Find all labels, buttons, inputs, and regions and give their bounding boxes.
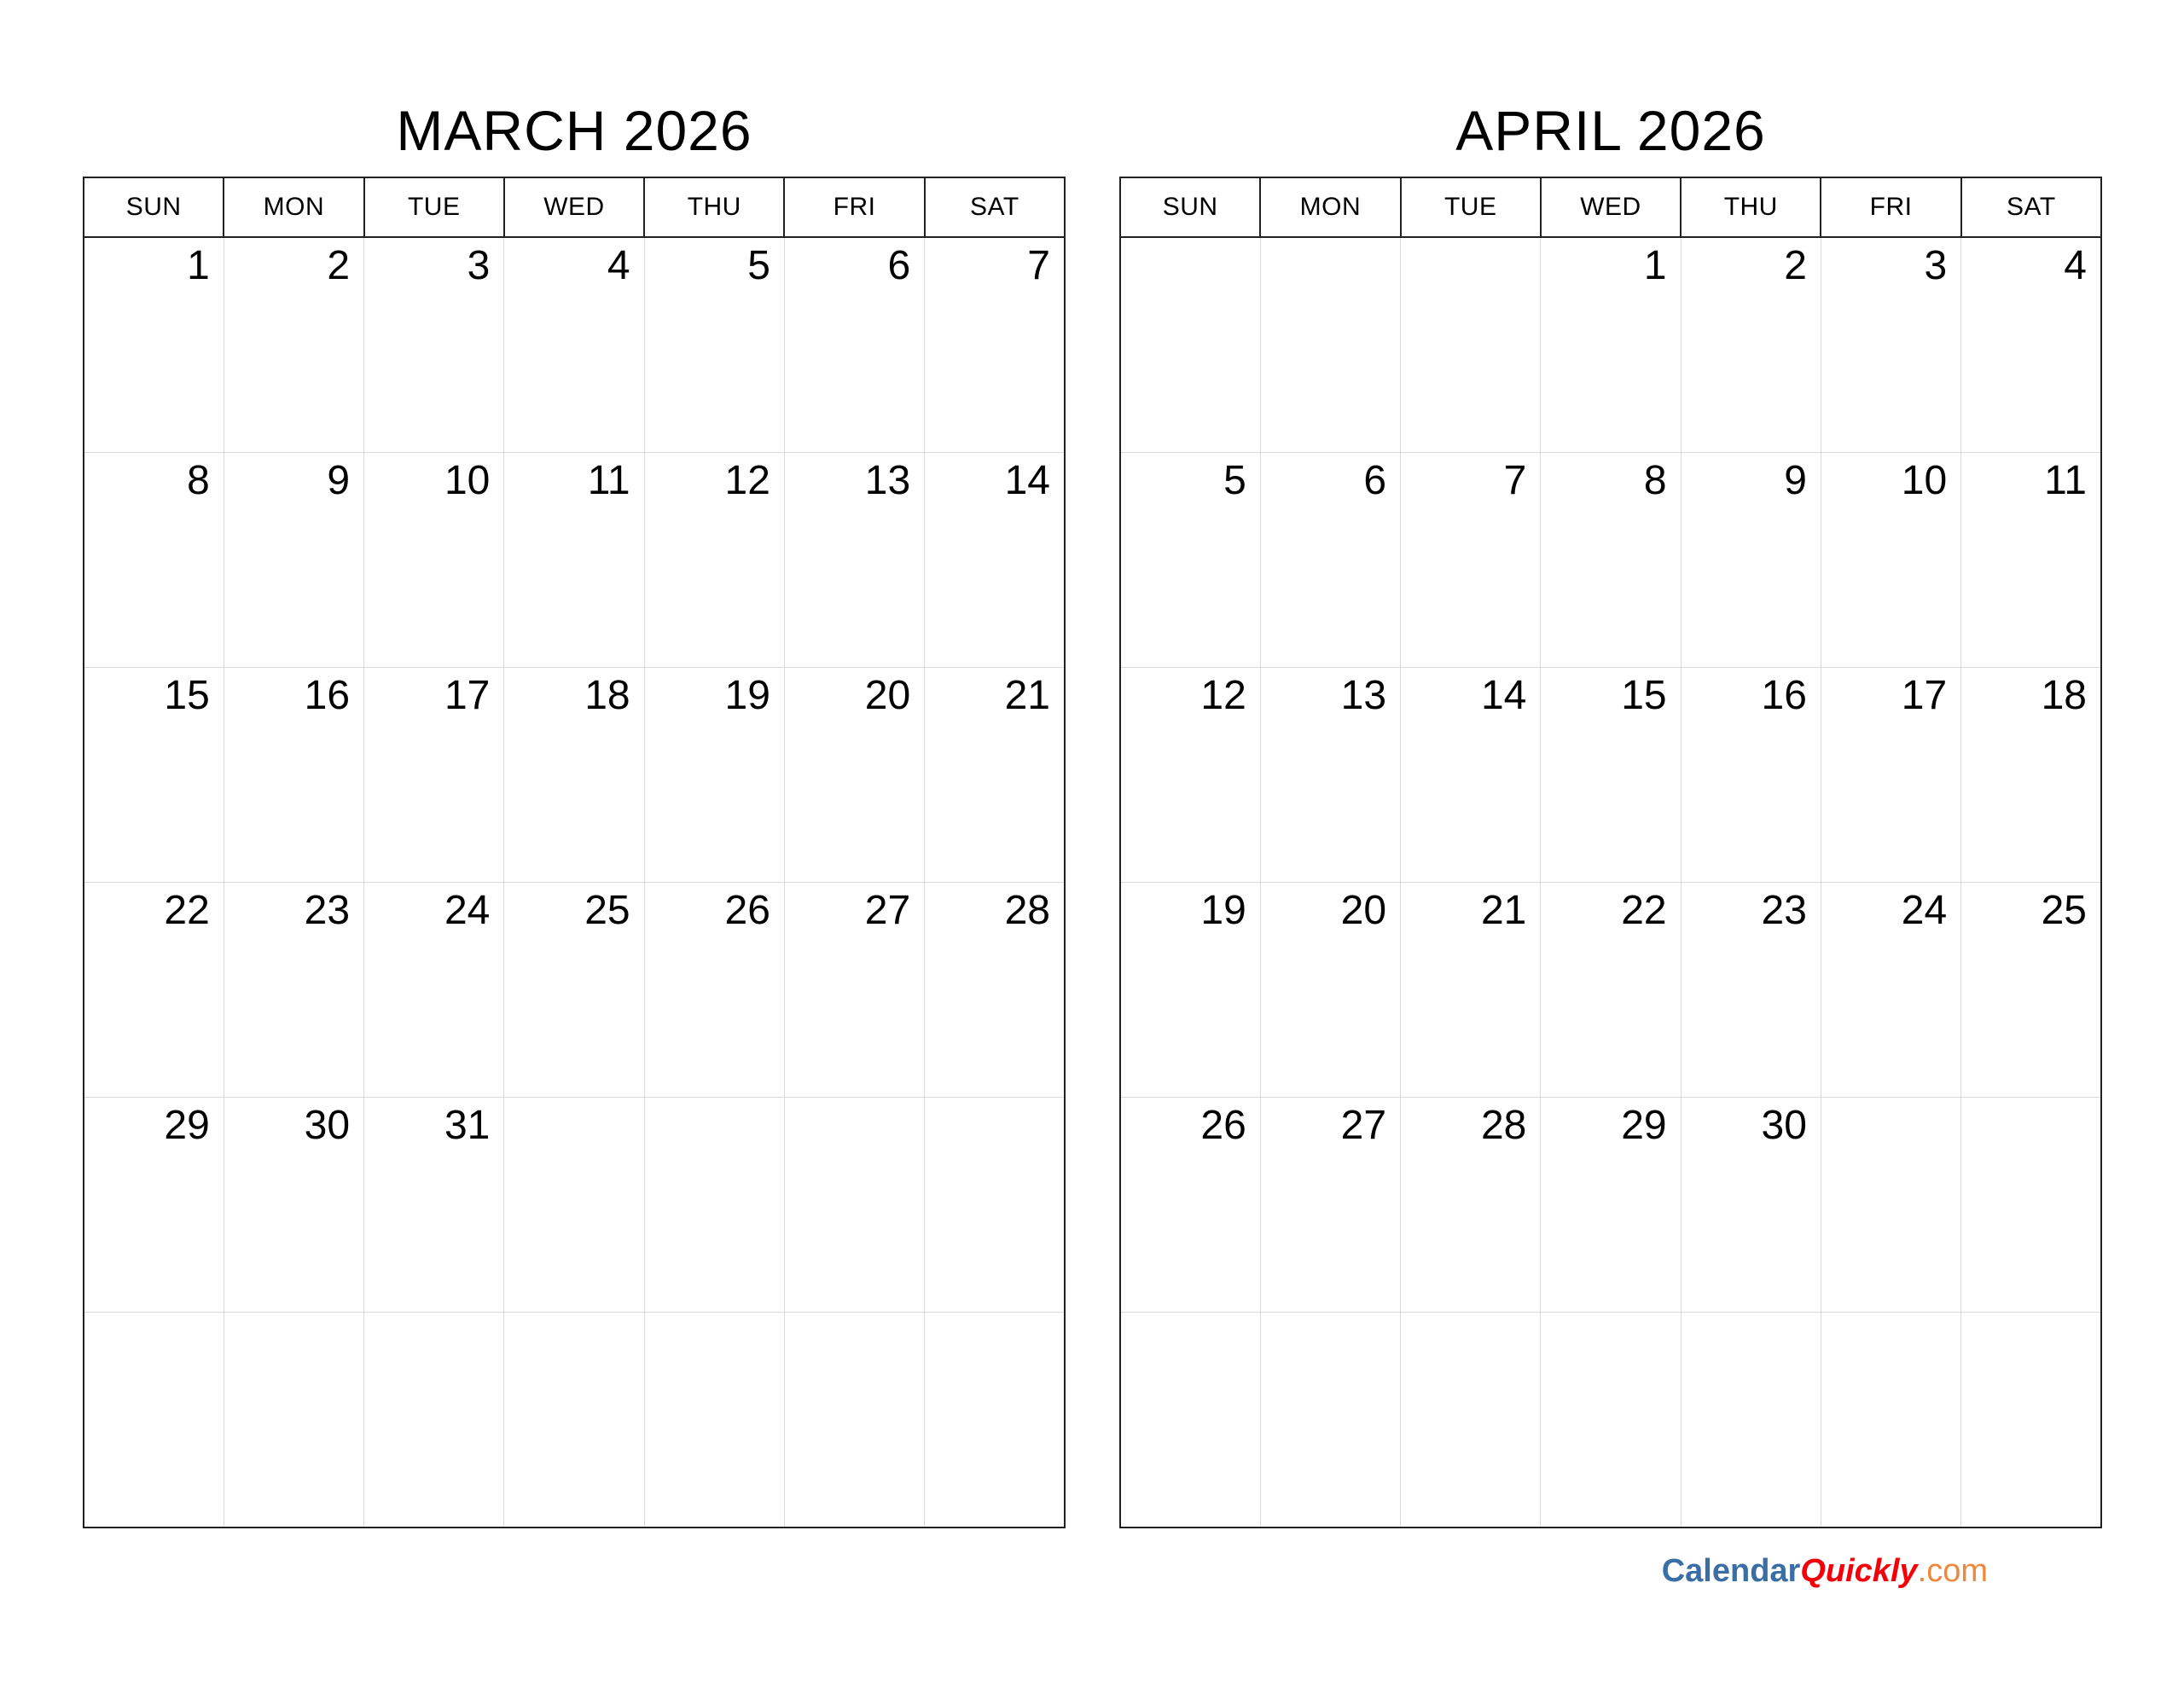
day-cell-empty [925, 1313, 1065, 1528]
day-header-sat: SAT [1961, 177, 2101, 237]
day-cell-empty [1120, 237, 1260, 453]
week-row [84, 1313, 1065, 1528]
day-cell-12: 12 [1120, 668, 1260, 883]
day-cell-24: 24 [364, 883, 504, 1098]
calendar-title-march: MARCH 2026 [396, 99, 752, 162]
day-cell-9: 9 [224, 453, 363, 668]
day-cell-empty [1961, 1098, 2101, 1313]
day-cell-10: 10 [1821, 453, 1960, 668]
day-cell-empty [504, 1313, 644, 1528]
day-cell-6: 6 [784, 237, 924, 453]
day-cell-19: 19 [1120, 883, 1260, 1098]
day-cell-empty [784, 1098, 924, 1313]
day-cell-27: 27 [1260, 1098, 1400, 1313]
day-cell-empty [925, 1098, 1065, 1313]
day-header-wed: WED [504, 177, 644, 237]
week-row [1120, 883, 2101, 1098]
calendar-grid-april [1119, 177, 2102, 1528]
day-cell-empty [784, 1313, 924, 1528]
week-row [1120, 453, 2101, 668]
day-cell-empty [1120, 1313, 1260, 1528]
day-cell-25: 25 [1961, 883, 2101, 1098]
day-cell-14: 14 [1401, 668, 1541, 883]
day-cell-30: 30 [1681, 1098, 1821, 1313]
day-cell-empty [1260, 237, 1400, 453]
logo-calendar-text: Calendar [1661, 1553, 1801, 1589]
day-header-fri: FRI [784, 177, 924, 237]
day-header-sun: SUN [84, 177, 224, 237]
day-cell-2: 2 [224, 237, 363, 453]
day-cell-7: 7 [1401, 453, 1541, 668]
day-cell-15: 15 [84, 668, 224, 883]
day-cell-17: 17 [1821, 668, 1960, 883]
week-row [84, 453, 1065, 668]
week-row [1120, 1098, 2101, 1313]
day-cell-20: 20 [784, 668, 924, 883]
day-cell-13: 13 [1260, 668, 1400, 883]
week-row [84, 1098, 1065, 1313]
day-cell-29: 29 [84, 1098, 224, 1313]
day-header-tue: TUE [1401, 177, 1541, 237]
day-cell-3: 3 [1821, 237, 1960, 453]
week-row [84, 668, 1065, 883]
week-row [1120, 668, 2101, 883]
day-cell-23: 23 [224, 883, 363, 1098]
day-header-wed: WED [1541, 177, 1681, 237]
day-header-row [84, 177, 1065, 237]
week-row [84, 237, 1065, 453]
logo-domain-text: .com [1917, 1553, 1988, 1589]
day-cell-empty [1401, 237, 1541, 453]
day-cell-empty [84, 1313, 224, 1528]
day-cell-12: 12 [644, 453, 784, 668]
day-cell-1: 1 [84, 237, 224, 453]
day-cell-7: 7 [925, 237, 1065, 453]
day-cell-26: 26 [644, 883, 784, 1098]
day-cell-empty [1961, 1313, 2101, 1528]
day-cell-23: 23 [1681, 883, 1821, 1098]
day-cell-9: 9 [1681, 453, 1821, 668]
day-cell-19: 19 [644, 668, 784, 883]
day-cell-18: 18 [1961, 668, 2101, 883]
day-cell-4: 4 [504, 237, 644, 453]
day-cell-6: 6 [1260, 453, 1400, 668]
calendar-april [1119, 85, 2102, 1528]
day-cell-2: 2 [1681, 237, 1821, 453]
logo-quickly-text: Quickly [1800, 1553, 1918, 1589]
day-cell-10: 10 [364, 453, 504, 668]
day-header-mon: MON [1260, 177, 1400, 237]
day-cell-5: 5 [1120, 453, 1260, 668]
day-cell-4: 4 [1961, 237, 2101, 453]
day-cell-22: 22 [1541, 883, 1681, 1098]
day-cell-17: 17 [364, 668, 504, 883]
day-cell-21: 21 [1401, 883, 1541, 1098]
day-cell-27: 27 [784, 883, 924, 1098]
day-cell-28: 28 [1401, 1098, 1541, 1313]
day-cell-11: 11 [504, 453, 644, 668]
day-cell-16: 16 [1681, 668, 1821, 883]
week-row [84, 883, 1065, 1098]
day-cell-15: 15 [1541, 668, 1681, 883]
day-cell-31: 31 [364, 1098, 504, 1313]
day-cell-11: 11 [1961, 453, 2101, 668]
week-row [1120, 237, 2101, 453]
day-cell-26: 26 [1120, 1098, 1260, 1313]
day-cell-empty [1260, 1313, 1400, 1528]
day-cell-22: 22 [84, 883, 224, 1098]
day-cell-empty [1401, 1313, 1541, 1528]
day-cell-30: 30 [224, 1098, 363, 1313]
day-cell-1: 1 [1541, 237, 1681, 453]
day-header-thu: THU [1681, 177, 1821, 237]
day-header-sat: SAT [925, 177, 1065, 237]
day-cell-empty [1821, 1098, 1960, 1313]
day-header-row [1120, 177, 2101, 237]
day-cell-empty [224, 1313, 363, 1528]
day-cell-20: 20 [1260, 883, 1400, 1098]
day-cell-25: 25 [504, 883, 644, 1098]
day-cell-28: 28 [925, 883, 1065, 1098]
day-cell-empty [364, 1313, 504, 1528]
day-cell-14: 14 [925, 453, 1065, 668]
day-header-thu: THU [644, 177, 784, 237]
day-cell-empty [1541, 1313, 1681, 1528]
day-cell-empty [504, 1098, 644, 1313]
day-cell-18: 18 [504, 668, 644, 883]
day-cell-29: 29 [1541, 1098, 1681, 1313]
week-row [1120, 1313, 2101, 1528]
day-cell-8: 8 [1541, 453, 1681, 668]
calendar-title-april: APRIL 2026 [1455, 99, 1766, 162]
day-header-tue: TUE [364, 177, 504, 237]
day-cell-empty [1821, 1313, 1960, 1528]
day-cell-13: 13 [784, 453, 924, 668]
day-header-mon: MON [224, 177, 363, 237]
day-cell-3: 3 [364, 237, 504, 453]
day-cell-24: 24 [1821, 883, 1960, 1098]
day-cell-16: 16 [224, 668, 363, 883]
site-logo [1662, 1552, 1988, 1590]
day-header-sun: SUN [1120, 177, 1260, 237]
day-cell-21: 21 [925, 668, 1065, 883]
calendar-grid-march [83, 177, 1066, 1528]
day-header-fri: FRI [1821, 177, 1960, 237]
day-cell-empty [644, 1098, 784, 1313]
day-cell-empty [1681, 1313, 1821, 1528]
calendar-march [83, 85, 1066, 1528]
day-cell-8: 8 [84, 453, 224, 668]
day-cell-empty [644, 1313, 784, 1528]
day-cell-5: 5 [644, 237, 784, 453]
